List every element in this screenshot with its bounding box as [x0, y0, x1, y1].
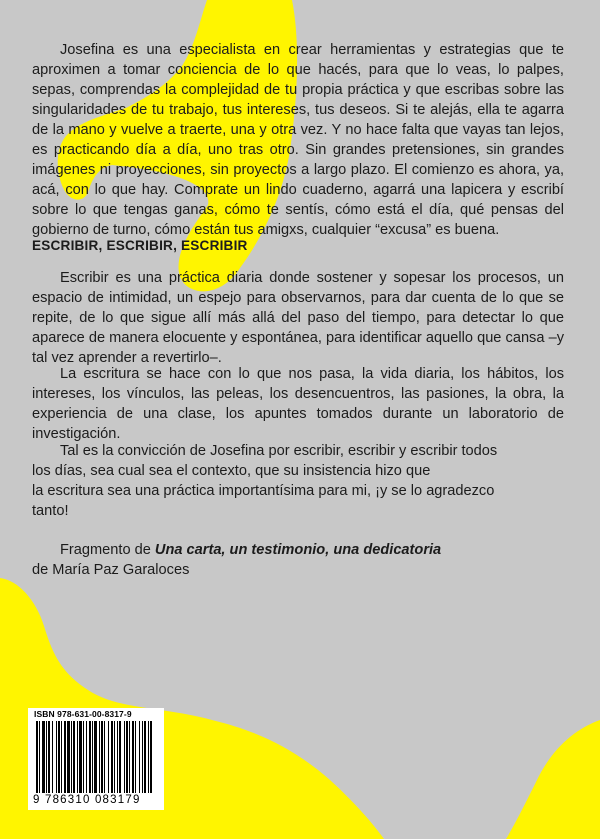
isbn-barcode: [28, 708, 164, 810]
paragraph-writing: La escritura se hace con lo que nos pasa, la vida diaria, los hábitos, los intereses, los vínculos, las peleas, los desencuentros, las pasiones, la obra, la experiencia de una clase, los apuntes tomados durante un laboratorio de investigación.: [32, 366, 564, 442]
intro-paragraph: Josefina es una especialista en crear herramientas y estrategias que te aproximen a tomar conciencia de lo que hacés, para que lo veas, lo palpes, sepas, comprendas la complejidad de tu propia práctica y que escribas sobre las singularidades de tu trabajo, tus intereses, tus deseos. Si te alejás, ella te agarra de la mano y vuelve a traerte, una y otra vez. Y no hace falta que vayas tan lejos, es practicando día a día, uno tras otro. Sin grandes pretensiones, sin grandes imágenes ni proyecciones, sin proyectos a largo plazo. El comienzo es ahora, ya, acá, con lo que hay. Comprate un lindo cuaderno, agarrá una lapicera y escribí sobre lo que tengas ganas, cómo te sentís, cómo está el día, qué pensas del gobierno de turno, cómo están tus amigxs, cualquier “excusa” es buena.: [32, 42, 564, 238]
paragraph-practice: Escribir es una práctica diaria donde sostener y sopesar los procesos, un espacio de intimidad, un espejo para observarnos, para dar cuenta de lo que se repite, de lo que sigue allí más allá del paso del tiempo, para detectar lo que aparece de manera elocuente y espontánea, para identificar aquello que cansa –y tal vez aprender a revertirlo–.: [32, 270, 564, 366]
attribution: [32, 540, 564, 580]
attribution-title: Una carta, un testimonio, una dedicatoria: [154, 542, 442, 558]
section-heading: ESCRIBIR, ESCRIBIR, ESCRIBIR: [32, 238, 248, 253]
paragraph-conviction: [32, 441, 564, 521]
attribution-author: de María Paz Garaloces: [32, 562, 190, 578]
attribution-prefix: Fragmento de: [60, 542, 155, 558]
attribution-line: [32, 540, 564, 560]
barcode-digits: 9 786310 083179: [33, 794, 141, 806]
conviction-line-3: la escritura sea una práctica importantísima para mi, ¡y se lo agradezco: [32, 483, 495, 499]
conviction-line-4: tanto!: [32, 503, 69, 519]
barcode-bars: [28, 708, 164, 798]
isbn-label: ISBN 978-631-00-8317-9: [34, 709, 132, 719]
conviction-line-1: Tal es la convicción de Josefina por escribir, escribir y escribir todos: [60, 443, 498, 459]
conviction-line-2: los días, sea cual sea el contexto, que su insistencia hizo que: [32, 463, 431, 479]
